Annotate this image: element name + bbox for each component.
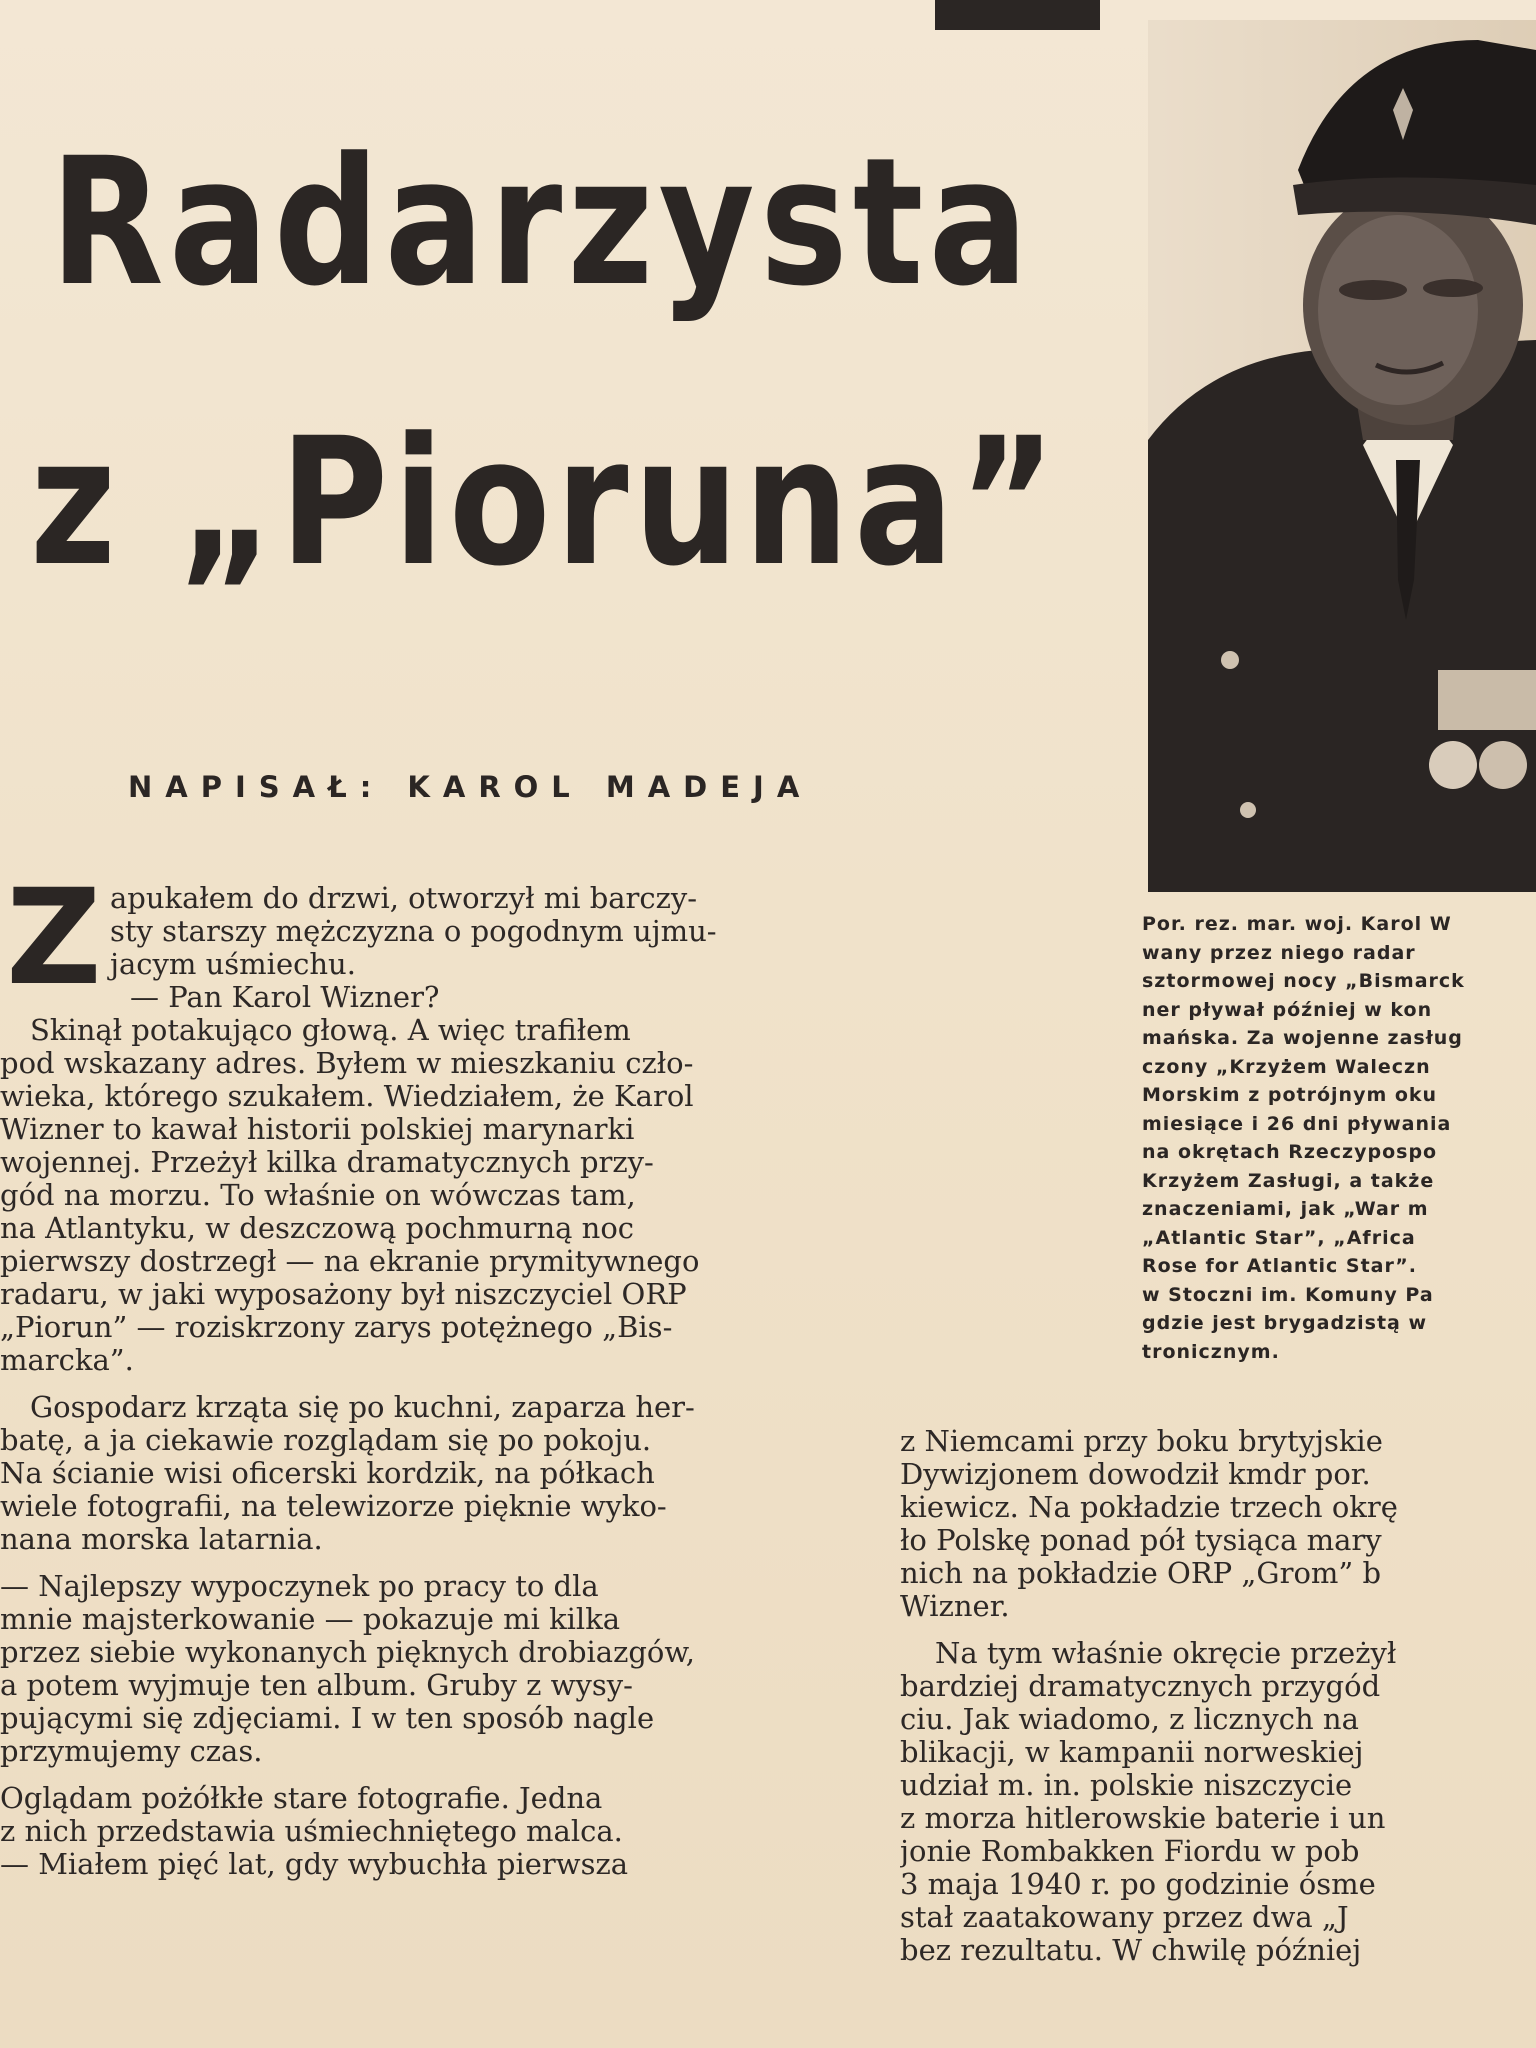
article-line: Wizner to kawał historii polskiej marynarki: [0, 1113, 635, 1146]
caption-line: Morskim z potrójnym oku: [1142, 1084, 1438, 1106]
caption-line: ner pływał później w kon: [1142, 998, 1433, 1021]
article-line: jacym uśmiechu.: [110, 948, 356, 981]
article-line: jonie Rombakken Fiordu w pob: [900, 1835, 1360, 1868]
caption-line: gdzie jest brygadzistą w: [1142, 1312, 1428, 1334]
caption-line: Krzyżem Zasługi, a także: [1142, 1169, 1435, 1192]
article-line: Oglądam pożółkłe stare fotografie. Jedna: [0, 1782, 603, 1815]
article-line: blikacji, w kampanii norweskiej: [900, 1736, 1364, 1769]
article-line: stał zaatakowany przez dwa „J: [900, 1901, 1349, 1934]
article-line: na Atlantyku, w deszczową pochmurną noc: [0, 1212, 635, 1245]
caption-line: znaczeniami, jak „War m: [1142, 1198, 1429, 1220]
article-line: a potem wyjmuje ten album. Gruby z wysy-: [0, 1669, 633, 1702]
article-line: radaru, w jaki wyposażony był niszczyciel ORP: [0, 1278, 687, 1311]
article-line: pod wskazany adres. Byłem w mieszkaniu czło-: [0, 1047, 694, 1080]
article-line: — Najlepszy wypoczynek po pracy to dla: [0, 1570, 599, 1603]
article-line: nich na pokładzie ORP „Grom” b: [900, 1557, 1382, 1590]
headline-line-1: Radarzysta: [50, 120, 1034, 325]
top-black-bar: [935, 0, 1100, 30]
article-line: Na ścianie wisi oficerski kordzik, na półkach: [0, 1457, 655, 1490]
caption-line: czony „Krzyżem Waleczn: [1142, 1055, 1431, 1078]
article-line: wojennej. Przeżył kilka dramatycznych przy-: [0, 1146, 654, 1179]
article-line: nana morska latarnia.: [0, 1523, 323, 1556]
photo-caption: [1142, 910, 1536, 1366]
article-line: z Niemcami przy boku brytyjskie: [900, 1425, 1383, 1458]
article-line: z nich przedstawia uśmiechniętego malca.: [0, 1815, 623, 1848]
article-line: gód na morzu. To właśnie on wówczas tam,: [0, 1179, 636, 1212]
article-line: — Pan Karol Wizner?: [130, 981, 440, 1014]
caption-line: mańska. Za wojenne zasług: [1142, 1027, 1463, 1049]
article-line: mnie majsterkowanie — pokazuje mi kilka: [0, 1603, 621, 1636]
article-line: udział m. in. polskie niszczycie: [900, 1769, 1353, 1802]
article-line: — Miałem pięć lat, gdy wybuchła pierwsza: [0, 1848, 629, 1881]
article-line: Skinął potakująco głową. A więc trafiłem: [30, 1014, 631, 1047]
article-line: przymujemy czas.: [0, 1735, 263, 1768]
caption-line: tronicznym.: [1142, 1340, 1280, 1363]
article-line: apukałem do drzwi, otworzył mi barczy-: [110, 882, 698, 915]
caption-line: „Atlantic Star”, „Africa: [1142, 1226, 1416, 1249]
caption-line: wany przez niego radar: [1142, 941, 1416, 964]
article-line: bez rezultatu. W chwilę później: [900, 1934, 1362, 1967]
article-line: ło Polskę ponad pół tysiąca mary: [900, 1524, 1382, 1557]
portrait-officer-image: [1148, 20, 1536, 892]
caption-line: miesiące i 26 dni pływania: [1142, 1112, 1452, 1135]
article-line: batę, a ja ciekawie rozglądam się po pokoju.: [0, 1424, 652, 1457]
portrait-photo: [1148, 20, 1536, 892]
article-line: Dywizjonem dowodził kmdr por.: [900, 1458, 1371, 1491]
article-line: przez siebie wykonanych pięknych drobiazgów,: [0, 1636, 695, 1669]
article-line: pierwszy dostrzegł — na ekranie prymitywnego: [0, 1245, 700, 1278]
headline-line-2: z „Pioruna”: [30, 400, 1062, 605]
article-line: 3 maja 1940 r. po godzinie ósme: [900, 1868, 1376, 1901]
article-line: pującymi się zdjęciami. I w ten sposób nagle: [0, 1702, 655, 1735]
article-line: Na tym właśnie okręcie przeżył: [935, 1637, 1397, 1670]
article-line: „Piorun” — roziskrzony zarys potężnego „Bis-: [0, 1311, 673, 1344]
caption-line: Por. rez. mar. woj. Karol W: [1142, 913, 1452, 935]
byline: NAPISAŁ: KAROL MADEJA: [128, 770, 813, 804]
article-line: z morza hitlerowskie baterie i un: [900, 1802, 1386, 1835]
caption-line: w Stoczni im. Komuny Pa: [1142, 1283, 1434, 1306]
article-line: bardziej dramatycznych przygód: [900, 1670, 1381, 1703]
caption-line: sztormowej nocy „Bismarck: [1142, 970, 1465, 992]
article-line: wieka, którego szukałem. Wiedziałem, że Karol: [0, 1080, 694, 1113]
article-column-left: [0, 882, 850, 1881]
article-column-right: [900, 1425, 1536, 1967]
article-line: sty starszy mężczyzna o pogodnym ujmu-: [110, 915, 717, 948]
caption-line: na okrętach Rzeczypospo: [1142, 1141, 1438, 1163]
article-line: marcka”.: [0, 1344, 134, 1377]
drop-cap: Z: [6, 861, 102, 1015]
article-line: Gospodarz krząta się po kuchni, zaparza her-: [30, 1391, 695, 1424]
article-line: kiewicz. Na pokładzie trzech okrę: [900, 1491, 1398, 1524]
article-line: wiele fotografii, na telewizorze pięknie wyko-: [0, 1490, 667, 1523]
article-line: Wizner.: [900, 1590, 1010, 1623]
article-line: ciu. Jak wiadomo, z licznych na: [900, 1703, 1359, 1736]
caption-line: Rose for Atlantic Star”.: [1142, 1255, 1417, 1277]
